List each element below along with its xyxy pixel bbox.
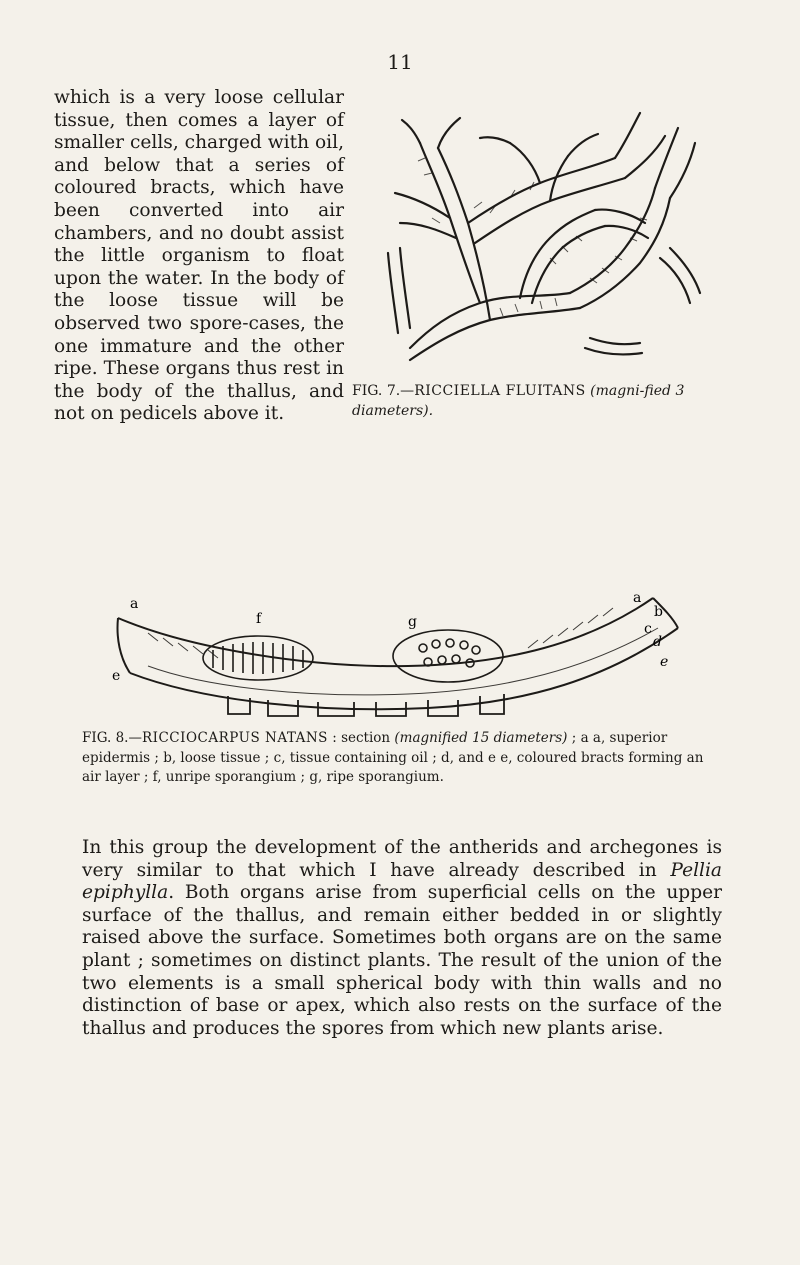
figure-8-caption	[82, 729, 722, 788]
figure-8-label-e-right: e	[660, 654, 669, 670]
figure-8-label-f: f	[256, 611, 262, 627]
body-paragraph-text	[82, 837, 722, 1040]
figure-8-illustration	[108, 588, 708, 718]
body-text-rest: . Both organs arise from superficial cells on the upper surface of the thallus, and remain either bedded in or slightly raised above the surface. Sometimes both organs are on the same plant ; sometimes on distinct plants. The result of the union of the two elements is a small spherical body with thin walls and no distinction of base or apex, which also rests on the surface of the thallus and produces the spores from which new plants arise.	[82, 882, 722, 1039]
body-paragraph	[82, 837, 722, 1040]
figure-7-magnification: (magni-fied 3 diameters).	[352, 383, 685, 419]
figure-8-label-a-left: a	[130, 596, 139, 612]
figure-8-label-e-left: e	[112, 668, 121, 684]
figure-8-species: RICCIOCARPUS NATANS	[141, 730, 328, 746]
figure-7-number: FIG. 7.—	[352, 383, 415, 399]
intro-paragraph: which is a very loose cellular tissue, then comes a layer of smaller cells, charged with oil, and below that a series of coloured bracts, which have been converted into air chambers, and no doubt assist the little organism to float upon the water. In the body of the loose tissue will be observed two spore-cases, the one immature and the other ripe. These organs thus rest in the body of the thallus, and not on pedicels above it.	[54, 87, 344, 425]
species-reference: Pellia epiphylla	[82, 859, 722, 904]
figure-7-species: RICCIELLA FLUITANS	[414, 383, 586, 399]
figure-8-section: : section	[327, 730, 395, 746]
figure-8-label-g: g	[408, 614, 417, 630]
figure-7-illustration	[340, 98, 710, 380]
figure-7-caption	[352, 381, 752, 421]
page-number: 11	[387, 50, 413, 74]
figure-8-magnification: (magnified 15 diameters)	[394, 730, 568, 746]
figure-8-label-d: d	[653, 634, 662, 650]
figure-8-legend: ; a a, superior epidermis ; b, loose tissue ; c, tissue containing oil ; d, and e e, coloured bracts forming an air layer ; f, unripe sporangium ; g, ripe sporangium.	[82, 730, 704, 785]
figure-8-label-c: c	[644, 621, 652, 637]
figure-8-label-a-right: a	[633, 590, 642, 606]
figure-8-label-b: b	[654, 604, 663, 620]
figure-8-number: FIG. 8.—	[82, 730, 142, 746]
body-text-start: In this group the development of the antherids and archegones is very similar to that which I have already described in	[82, 837, 722, 881]
